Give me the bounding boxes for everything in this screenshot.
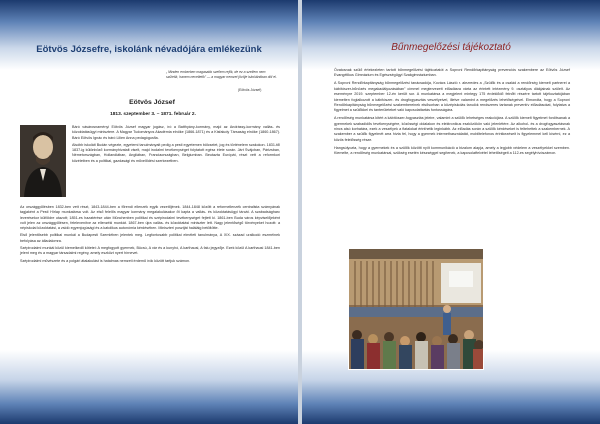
- portrait-image: [20, 125, 66, 197]
- article-paragraph: A Soproni Rendőrkapitányság bűnmegelőzési tanácsadója, Kovács László r. alezredes a „Szülők és a család a rendőrség kiemelt partnerei a kábítószer-bűnözés megakadályozásában” címmel megtervezett előadásra várta az érintett intézmény 9. osztályos diákjainak szüleit. Az eseményre 2019. szeptember 12-én került sor. A munkatársa a megjelent mintegy 175 érdeklődő felnőtt részére tartott tájékoztatójában kiemelten foglalkozott a kábítószer- és drogfogyasztás veszélyeivel, illetve valamint a megelőzés lehetőségeivel. Elmondta, hogy a Soproni Rendőrkapitányság bűnmegelőzési szakembereinek elsősorban a középiskolás tanulók rendszeres tartanak preventív előadásokat, folytatva a figyelmet a szülőkkel és tanterületeket való kapcsolattartás fontosságára.: [334, 81, 570, 113]
- life-dates: 1813. szeptember 3. – 1871. február 2.: [110, 112, 196, 117]
- right-page: [302, 0, 600, 424]
- bio-side-text: [72, 125, 280, 166]
- bio-closing: Szépirodalmi művészete és a polgári átalakulást is hatalmas nemzeti érdemű írók között tartjuk számon.: [20, 258, 191, 263]
- bio-full-text: [20, 205, 280, 266]
- bio-paragraph: Szépirodalmi munkái közül kiemelkedő kötetei: A megfogyott gyermek, Bûcsú, A vár és a kunyhó, A karthausi, A falu jegyzője. Ezek közül A karthausi 1841-ben jelent meg és a magyar társadalmi regény, amely eszközt nyert hírnevet.: [20, 246, 280, 256]
- quote: „ Minden emberben magasabb szellem rejlik, de ez a szellem nem születik, hanem neveltetik” — a magyar nemzet jövője iskoláinkban dől el.: [166, 70, 277, 79]
- left-page: [0, 0, 298, 424]
- bio-paragraph: Első jelentősebb politikai munkái a Budapesti Szemlében jelentek meg. Legfontosabb politikai elméleti tanulmánya, A XIX. század uralkodó eszméinek befolyása az álladalomra.: [20, 233, 280, 243]
- quote-author: (Eötvös József): [238, 88, 262, 92]
- event-photo: [348, 248, 484, 370]
- article-paragraph: A rendőrség munkatársa kitért a kábítószer-fogyasztás jeleire, valamint a szülők lehetséges reakciójára. A szülők kiemelt figyelmet fordítsanak a gyermekek szabadidős tevékenységére, közösségi oldalakon és elektronikus eszközökön való jelenlétére. Az alkohol- és a drogfogyasztásnak nincs alsó korhatára, ezek a veszélyek a fiatalokat érinthetik leginkább. Az előadás során a szülők kérdéseket is feltehettek a szakembernek. A szakember a szülők figyelmét arra hívta fel, hogy a gyermek internethasználatát, mobiltelefonos érintkezéseit is figyelemmel kell kísérni, ez a közös felelősség része.: [334, 116, 570, 142]
- right-page-title: Bűnmegelőzési tájékoztató: [391, 42, 511, 53]
- person-name: Eötvös József: [129, 99, 175, 106]
- article-text: [334, 68, 570, 159]
- article-paragraph: Óvatosnak szülő értekezleten tartott bűnmegelőzési tájékoztatót a Soproni Rendőrkapitányság prevenciós szakembere az Eötvös József Evangélikus Gimnázium és Egészségügyi Szakgimnáziumban.: [334, 68, 570, 78]
- article-paragraph: Hangsúlyozta, hogy a gyermekek és a szülők közötti nyílt kommunikáció a bizalom alapja, amely a legjobb védelem a veszélyekkel szemben. Kiemelte, a rendőrség munkatársai, szükség esetén készséggel segítenek, a kapcsolatfelvétel lehetőségeit a 112-es segélyhívószámon.: [334, 145, 570, 156]
- portrait-icon: [20, 125, 66, 197]
- bio-paragraph: Az országgyűlésben 1832-ben vett részt, 1843-1844-ben a főrendi ellenzék egyik vezetőjének. 1844-1848 között a reformellenzék centralista szárnyának tagjaként a Pesti Hírlap munkatársa volt. Az első felelős magyar kormány megalakulásakor őt kapta a vallás- és közoktatásügyi tárcát. A szabadságharc leverésekor külföldre utazott; 1851-es hazatérése után Münchenben politikai és szépirodalmi tevékenységet fejtett ki. 1861-ben Buda város képviselőjeként volt jelen az országgyűlésen, felelevenítve az ellenzéki munkát. 1867-ben újra vallás- és közoktatási miniszter lett. Nagy jelentőségű törvényeket hozott: a népiskolai közoktatási, a zsidó egyenjogúsági és a katolikus autonómia kérdésében. Miniszteri posztját haláláig betöltötte.: [20, 205, 280, 231]
- bio-paragraph: Alsóbb iskoláit Budán végezte, egyetemi tanulmányait pedig a pesti egyetemen bölcselet, jog és történelem szakokon. 1831-től 1837-ig különböző kormányhivatalt viselt, majd irodalmi tevékenységet folytatott egész élete során. Járt Svájcban, Párizsban, Németországban, Hollandiában, Angliában, Franciaországban, Belgiumban. Beutazta Európát, részt vett a reformkori közéletben és a politikai, gazdasági és művelődési szerkezetben.: [72, 142, 280, 163]
- bio-paragraph: Báró vásárosnaményi Eötvös József magyar jogász, író a Batthyány-kormány, majd az Andrássy-kormány vallás- és közoktatásügyi minisztere. A Magyar Tudományos Akadémia elnöke (1866-1871) és a Kisfaludy Társaság elnöke (1860-1867). Báró Eötvös Ignác és báró Lilien Anna pedagógusfia.: [72, 125, 280, 140]
- gym-audience-icon: [349, 249, 483, 369]
- left-page-title: Eötvös Józsefre, iskolánk névadójára emlékezünk: [36, 44, 262, 55]
